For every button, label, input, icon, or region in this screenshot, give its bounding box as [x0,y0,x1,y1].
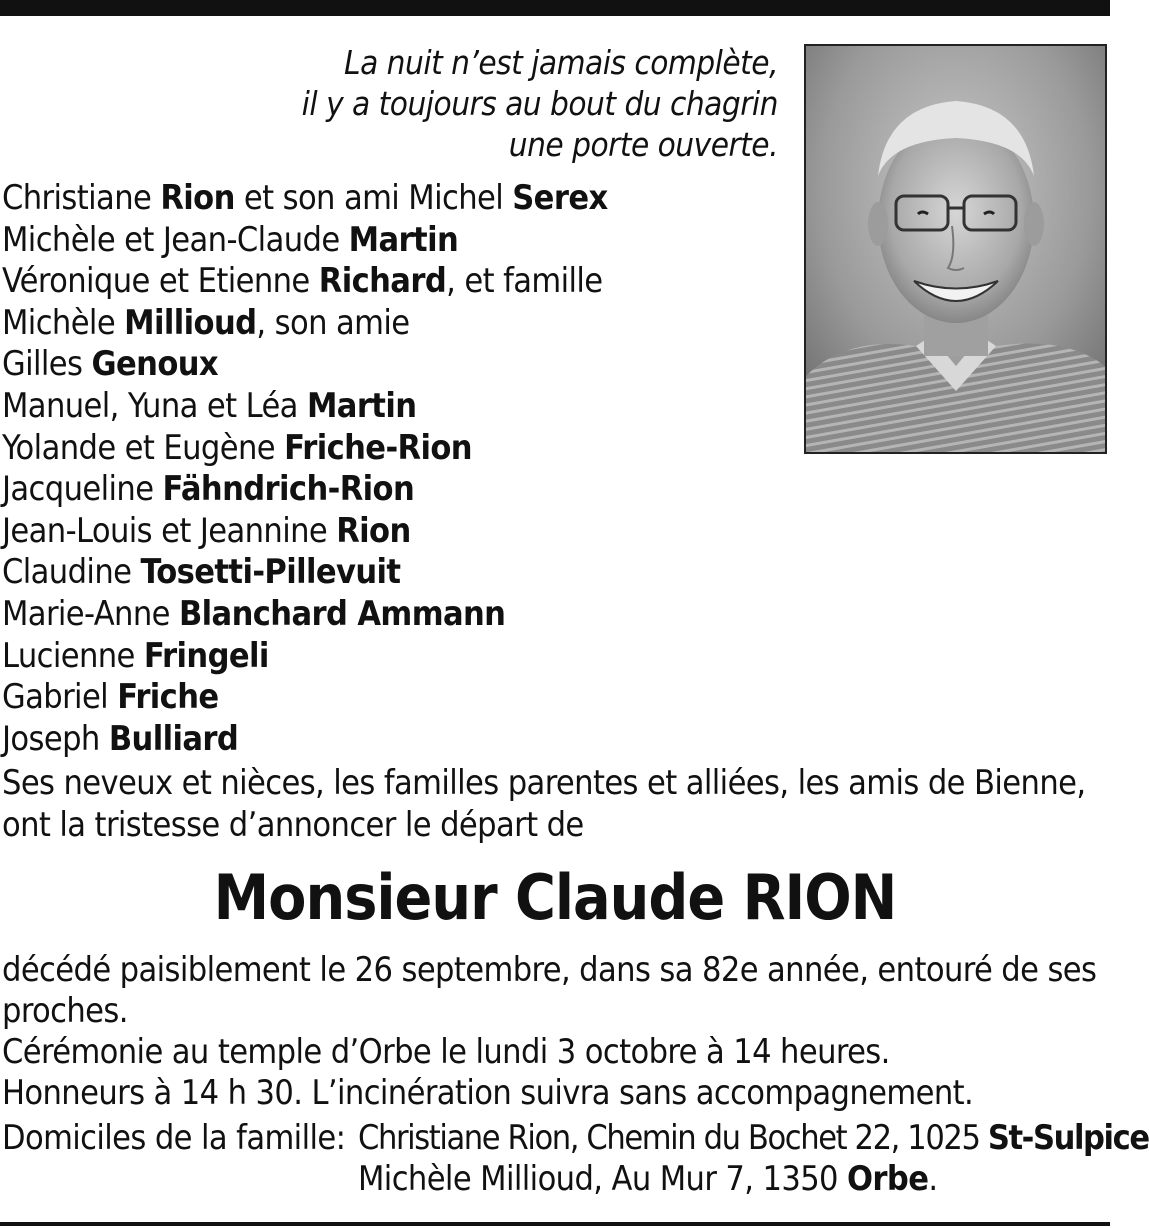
quote-line: une porte ouverte. [508,125,778,164]
family-member-row [2,677,608,719]
details-line: décédé paisiblement le 26 septembre, dans sa 82e année, entouré de ses [2,950,1097,990]
bottom-rule [0,1222,1110,1226]
details-line: Honneurs à 14 h 30. L’incinération suivra sans accompagnement. [2,1073,974,1113]
family-member-row [2,552,608,594]
funeral-details [2,950,1108,1114]
family-member-row [2,178,608,220]
deceased-name: Monsieur Claude RION [213,861,897,934]
member-note: , son amie [256,302,410,343]
member-given-names: Christiane [2,178,161,218]
member-surname: Tosetti-Pillevuit [140,552,401,593]
family-member-row [2,636,608,678]
member-given-names: Jacqueline [2,469,163,510]
quote-line: il y a toujours au bout du chagrin [301,84,778,123]
member-note: , et famille [446,261,603,302]
family-member-row [2,220,608,262]
epigraph-quote [302,42,778,165]
domicile-line-2 [358,1159,938,1200]
top-rule [0,0,1110,16]
details-line: proches. [2,991,128,1031]
announcement-text [2,762,1110,846]
domicile-address-1 [358,1118,1149,1159]
domicile-end: . [928,1159,938,1199]
member-given-names: Marie-Anne [2,593,179,634]
domicile-address-2: Michèle Millioud, Au Mur 7, 1350 [358,1159,848,1199]
quote-line: La nuit n’est jamais complète, [344,43,778,82]
family-member-row [2,386,608,428]
portrait-photo [804,44,1107,454]
portrait-illustration [806,46,1105,452]
domicile-city-2: Orbe [847,1159,929,1199]
family-member-row [2,428,608,470]
family-member-row [2,719,608,761]
member-surname: Genoux [91,344,219,385]
member-surname: Blanchard Ammann [178,593,506,634]
family-member-row [2,594,608,636]
member-surname: Fähndrich-Rion [162,469,415,510]
member-given-names: Claudine [2,552,141,593]
member-given-names: Michèle [2,302,125,343]
member-given-names: Lucienne [2,635,144,676]
domicile-address-1-text: Christiane Rion, Chemin du Bochet 22, 1025 [358,1118,988,1158]
member-given-names: Véronique et Etienne [2,261,319,302]
member-surname: Martin [306,385,417,426]
member-surname: Bulliard [108,718,239,759]
details-line: Cérémonie au temple d’Orbe le lundi 3 octobre à 14 heures. [2,1032,890,1072]
member-surname: Rion [336,510,411,551]
member-given-names: Michèle et Jean-Claude [2,219,349,260]
member-given-names: Gabriel [2,677,118,718]
member-surname: Richard [318,261,447,302]
announcement-line: ont la tristesse d’annoncer le départ de [2,805,584,845]
family-member-row [2,511,608,553]
domicile-line-1 [2,1118,1149,1159]
member-given-names: Manuel, Yuna et Léa [2,385,307,426]
member-surname: Martin [348,219,459,260]
member-surname: Friche-Rion [284,427,472,468]
domicile-label: Domiciles de la famille: [2,1118,346,1158]
member-given-names: Yolande et Eugène [2,427,285,468]
member-surname: Friche [117,677,219,718]
family-member-row [2,261,608,303]
family-member-row [2,469,608,511]
member-surname-2: Serex [512,178,608,218]
family-list [2,178,608,760]
domicile-city-1: St-Sulpice [987,1118,1149,1158]
announcement-line: Ses neveux et nièces, les familles parentes et alliées, les amis de Bienne, [2,763,1086,803]
member-surname: Millioud [124,302,257,343]
member-note: et son ami Michel [234,178,513,218]
member-given-names: Jean-Louis et Jeannine [2,510,337,551]
member-given-names: Joseph [2,718,109,759]
member-surname: Rion [160,178,235,218]
member-given-names: Gilles [2,344,92,385]
family-member-row [2,344,608,386]
member-surname: Fringeli [143,635,269,676]
family-member-row [2,303,608,345]
